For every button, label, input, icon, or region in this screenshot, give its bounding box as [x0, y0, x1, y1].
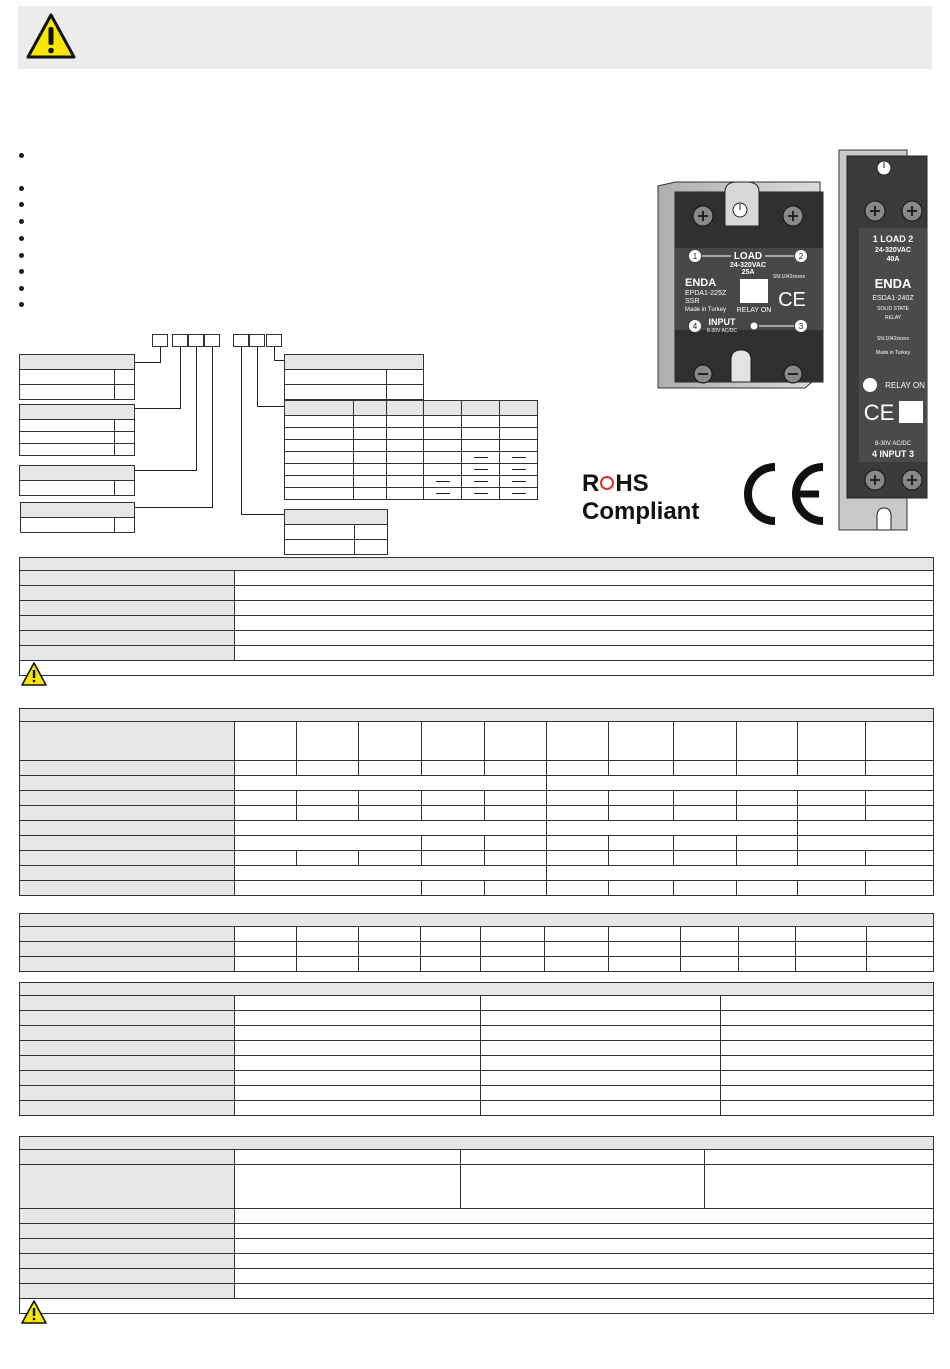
- svg-text:EPDA1-225Z: EPDA1-225Z: [685, 290, 727, 297]
- svg-text:ENDA: ENDA: [685, 277, 717, 289]
- warning-triangle-icon: [21, 662, 47, 686]
- svg-text:INPUT: INPUT: [708, 317, 736, 327]
- feature-bullet: [19, 286, 24, 291]
- feature-bullet: [19, 202, 24, 207]
- feature-bullet: [19, 236, 24, 241]
- code-box: [188, 334, 204, 347]
- code-box: [204, 334, 220, 347]
- svg-text:LOAD: LOAD: [733, 251, 763, 262]
- svg-text:Made in Turkey: Made in Turkey: [875, 350, 911, 356]
- svg-text:ESDA1-240Z: ESDA1-240Z: [872, 295, 914, 302]
- spec-table-5: [19, 1136, 934, 1314]
- svg-text:40A: 40A: [886, 256, 900, 263]
- svg-text:RELAY ON: RELAY ON: [885, 381, 925, 390]
- rohs-compliant-text: Compliant: [582, 498, 700, 525]
- svg-text:3: 3: [798, 322, 804, 331]
- svg-text:2: 2: [798, 252, 804, 261]
- code-box: [152, 334, 168, 347]
- code-table-3: [19, 465, 135, 496]
- svg-text:SOLID STATE: SOLID STATE: [877, 306, 909, 312]
- ce-mark-logo: [739, 462, 829, 526]
- rohs-logo: [582, 470, 699, 526]
- svg-text:SSR: SSR: [685, 298, 700, 305]
- svg-text:25A: 25A: [741, 269, 755, 276]
- svg-text:SN:1042xxxxx: SN:1042xxxxx: [773, 274, 805, 280]
- feature-bullet: [19, 219, 24, 224]
- svg-text:1: 1: [692, 252, 698, 261]
- code-table-2: [19, 404, 135, 456]
- code-box: [172, 334, 188, 347]
- spec-table-4: [19, 982, 934, 1116]
- spec-table-2: [19, 708, 934, 896]
- code-table-6: [284, 400, 538, 500]
- svg-text:24-320VAC: 24-320VAC: [874, 247, 912, 254]
- code-box: [266, 334, 282, 347]
- code-box: [249, 334, 265, 347]
- code-table-5: [284, 354, 424, 400]
- rohs-no-lead-icon: [600, 476, 614, 490]
- svg-text:8-30V AC/DC: 8-30V AC/DC: [874, 441, 912, 447]
- panel-mount-relay-image: [655, 180, 825, 392]
- svg-text:CE: CE: [778, 289, 806, 311]
- warning-banner: [18, 6, 932, 69]
- rohs-letters-hs: HS: [615, 470, 649, 497]
- warning-triangle-icon: [25, 12, 77, 60]
- code-table-1: [19, 354, 135, 400]
- spec-table-3: [19, 913, 934, 972]
- feature-bullet: [19, 186, 24, 191]
- feature-bullet: [19, 153, 24, 158]
- svg-text:24-320VAC: 24-320VAC: [729, 262, 767, 269]
- svg-text:RELAY ON: RELAY ON: [736, 307, 772, 314]
- svg-text:CE: CE: [863, 400, 895, 425]
- svg-text:Made in Turkey: Made in Turkey: [685, 307, 727, 313]
- warning-triangle-icon: [21, 1300, 47, 1324]
- svg-text:4 INPUT 3: 4 INPUT 3: [871, 449, 915, 459]
- feature-bullet: [19, 269, 24, 274]
- svg-text:1 LOAD 2: 1 LOAD 2: [872, 234, 914, 244]
- code-box: [233, 334, 249, 347]
- svg-text:RELAY: RELAY: [884, 315, 902, 321]
- svg-text:SN:1042xxxxx: SN:1042xxxxx: [877, 336, 909, 342]
- feature-bullet: [19, 253, 24, 258]
- feature-bullet: [19, 302, 24, 307]
- svg-text:4: 4: [692, 322, 698, 331]
- svg-text:ENDA: ENDA: [874, 276, 912, 291]
- spec-table-1: [19, 557, 934, 676]
- svg-text:8-30V AC/DC: 8-30V AC/DC: [706, 328, 738, 334]
- rohs-letter-r: R: [582, 470, 600, 497]
- code-table-4: [20, 502, 135, 533]
- din-rail-relay-image: [837, 148, 935, 531]
- code-table-7: [284, 509, 388, 555]
